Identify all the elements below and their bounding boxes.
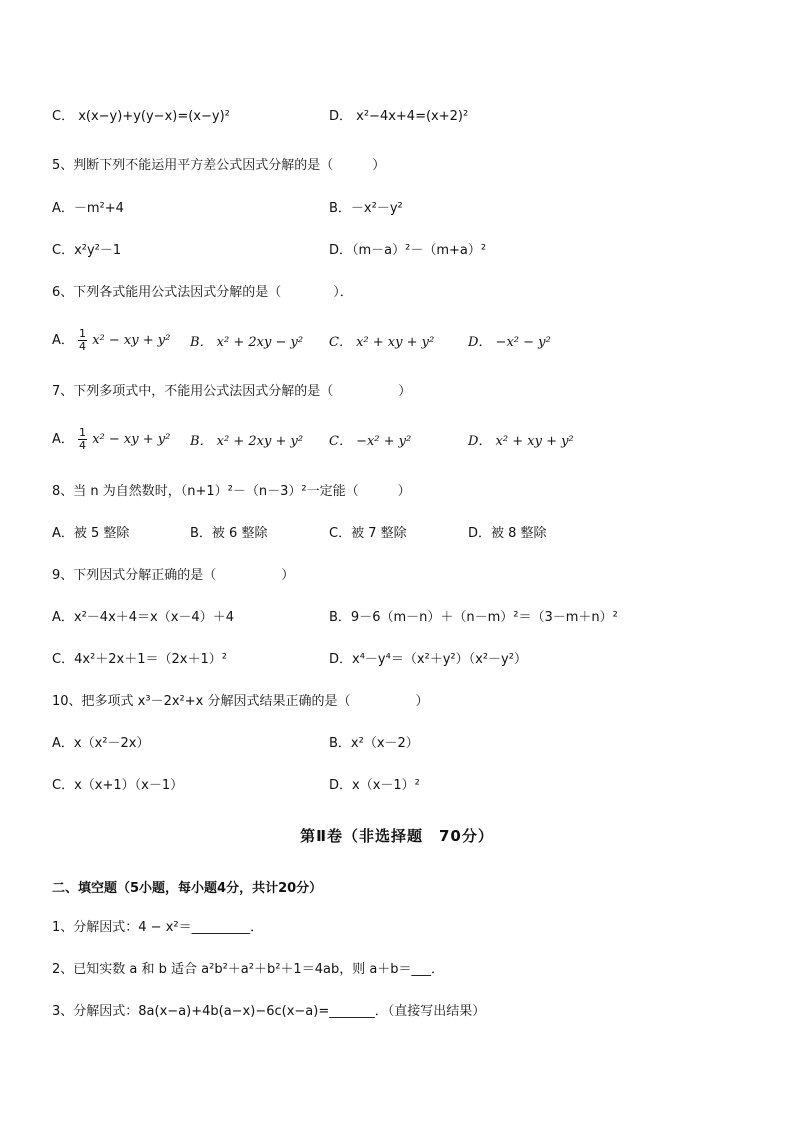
q9-option-d: D．x⁴－y⁴＝（x²＋y²）（x²－y²） <box>329 652 527 667</box>
q9-option-a: A．x²－4x＋4＝x（x－4）＋4 <box>52 610 234 625</box>
q9-option-b: B．9－6（m－n）＋（n－m）²＝（3－m＋n）² <box>329 610 618 625</box>
q5-option-a: A．－m²+4 <box>52 201 124 216</box>
q6-option-b: B． x² + 2xy − y² <box>190 335 304 350</box>
fill-question-3: 3、分解因式：8a(x−a)+4b(a−x)−6c(x−a)=_______．（直接写出结果） <box>52 1004 486 1019</box>
quarter-fraction <box>78 427 87 452</box>
quarter-fraction <box>78 328 87 353</box>
q8-option-a: A．被 5 整除 <box>52 526 130 541</box>
q7-option-b: B． x² + 2xy + y² <box>190 434 304 449</box>
q4-option-c: C． x(x−y)+y(y−x)=(x−y)² <box>52 109 230 124</box>
q8-option-c: C．被 7 整除 <box>329 526 407 541</box>
q8-option-b: B．被 6 整除 <box>190 526 268 541</box>
fraction-denominator: 4 <box>79 340 87 353</box>
q6-stem: 6、下列各式能用公式法因式分解的是（ ）． <box>52 285 353 300</box>
fraction-numerator: 1 <box>79 327 87 340</box>
q10-option-a: A．x（x²－2x） <box>52 736 150 751</box>
q5-option-d: D．（m－a）²－（m+a）² <box>329 243 487 258</box>
q4-option-d: D． x²−4x+4=(x+2)² <box>329 109 469 124</box>
q6-option-a-expression: x² − xy + y² <box>92 333 171 348</box>
q8-option-d: D．被 8 整除 <box>468 526 547 541</box>
q8-stem: 8、当 n 为自然数时，（n+1）²－（n－3）²一定能（ ） <box>52 484 411 499</box>
q10-stem: 10、把多项式 x³－2x²+x 分解因式结果正确的是（ ） <box>52 694 429 709</box>
q6-option-d: D． −x² − y² <box>468 335 551 350</box>
q9-option-c: C．4x²＋2x＋1＝（2x＋1）² <box>52 652 227 667</box>
q10-option-d: D．x（x－1）² <box>329 778 420 793</box>
fraction-numerator: 1 <box>79 426 87 439</box>
q6-option-a <box>52 328 170 353</box>
q10-option-c: C．x（x+1）（x－1） <box>52 778 184 793</box>
q10-option-b: B．x²（x－2） <box>329 736 419 751</box>
q7-option-a <box>52 427 170 452</box>
q7-option-c: C． −x² + y² <box>329 434 412 449</box>
q7-stem: 7、下列多项式中，不能用公式法因式分解的是（ ） <box>52 384 412 399</box>
q5-stem: 5、判断下列不能运用平方差公式因式分解的是（ ） <box>52 158 386 173</box>
section-2-title: 第Ⅱ卷（非选择题 70分） <box>300 827 494 845</box>
q7-option-d: D． x² + xy + y² <box>468 434 574 449</box>
q5-option-b: B．－x²－y² <box>329 201 403 216</box>
q9-stem: 9、下列因式分解正确的是（ ） <box>52 568 295 583</box>
fraction-denominator: 4 <box>79 439 87 452</box>
q5-option-c: C．x²y²－1 <box>52 243 122 258</box>
fill-in-heading: 二、填空题（5小题，每小题4分，共计20分） <box>52 881 323 896</box>
q6-option-c: C． x² + xy + y² <box>329 335 435 350</box>
q7-option-a-prefix: A． <box>52 432 74 447</box>
fill-question-2: 2、已知实数 a 和 b 适合 a²b²＋a²＋b²＋1＝4ab，则 a＋b＝___． <box>52 962 445 977</box>
q6-option-a-prefix: A． <box>52 333 74 348</box>
q7-option-a-expression: x² − xy + y² <box>92 432 171 447</box>
fill-question-1: 1、分解因式：4 − x²＝_________． <box>52 920 264 935</box>
